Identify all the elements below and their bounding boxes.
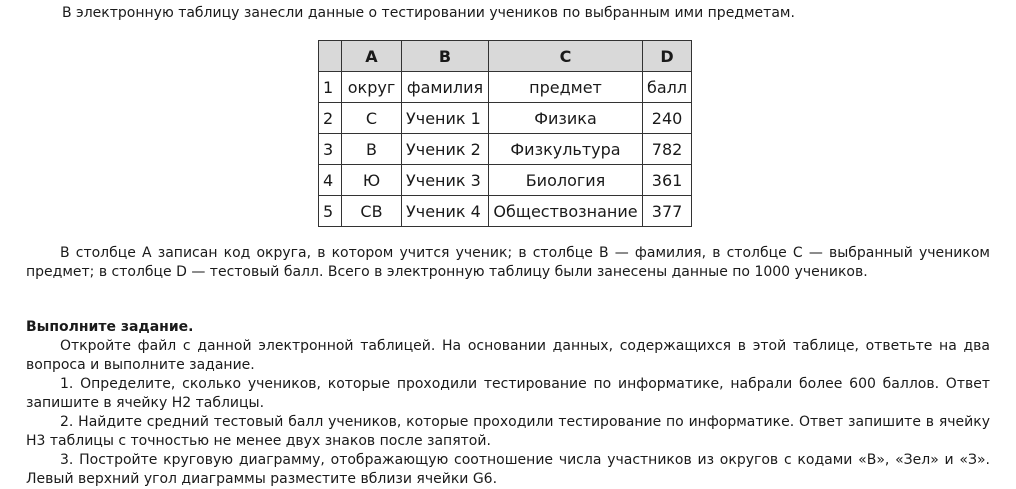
row-number: 4 — [319, 165, 342, 196]
cell-a: округ — [342, 72, 402, 103]
column-header-row — [319, 41, 692, 72]
task-item-2: 2. Найдите средний тестовый балл учеников, которые проходили тестирование по информатике. Ответ запишите в ячейку H3 таблицы с точностью не менее двух знаков после запятой. — [26, 414, 990, 449]
cell-d: 240 — [643, 103, 692, 134]
task-item-3: 3. Постройте круговую диаграмму, отображающую соотношение числа участников из округов с кодами «В», «Зел» и «З». Левый верхний угол диаграммы разместите вблизи ячейки G6. — [26, 452, 990, 487]
row-number: 5 — [319, 196, 342, 227]
column-header-d: D — [643, 41, 692, 72]
description-paragraph: В столбце A записан код округа, в котором учится ученик; в столбце B — фамилия, в столбце C — выбранный учеником предмет; в столбце D — тестовый балл. Всего в электронную таблицу были занесены данные по 1000 учеников. — [26, 245, 990, 280]
cell-d: 377 — [643, 196, 692, 227]
cell-d: 361 — [643, 165, 692, 196]
task-item-1: 1. Определите, сколько учеников, которые проходили тестирование по информатике, набрали более 600 баллов. Ответ запишите в ячейку H2 таблицы. — [26, 376, 990, 411]
task-title: Выполните задание. — [26, 319, 194, 335]
cell-a: С — [342, 103, 402, 134]
task-intro: Откройте файл с данной электронной таблицей. На основании данных, содержащихся в этой таблице, ответьте на два вопроса и выполните задание. — [26, 338, 990, 373]
table-row — [319, 165, 692, 196]
spreadsheet-table — [318, 40, 692, 227]
row-number: 1 — [319, 72, 342, 103]
cell-d: 782 — [643, 134, 692, 165]
table-row — [319, 134, 692, 165]
cell-a: Ю — [342, 165, 402, 196]
cell-b: фамилия — [402, 72, 489, 103]
table-row — [319, 196, 692, 227]
cell-b: Ученик 3 — [402, 165, 489, 196]
table-row — [319, 72, 692, 103]
cell-a: СВ — [342, 196, 402, 227]
cell-c: предмет — [489, 72, 643, 103]
row-number: 3 — [319, 134, 342, 165]
task-section — [26, 318, 990, 489]
cell-b: Ученик 1 — [402, 103, 489, 134]
cell-c: Физкультура — [489, 134, 643, 165]
corner-cell — [319, 41, 342, 72]
cell-c: Биология — [489, 165, 643, 196]
cell-a: В — [342, 134, 402, 165]
column-header-c: C — [489, 41, 643, 72]
table-row — [319, 103, 692, 134]
column-header-a: A — [342, 41, 402, 72]
cell-c: Обществознание — [489, 196, 643, 227]
intro-paragraph: В электронную таблицу занесли данные о тестировании учеников по выбранным ими предметам. — [62, 5, 795, 21]
column-header-b: B — [402, 41, 489, 72]
row-number: 2 — [319, 103, 342, 134]
cell-d: балл — [643, 72, 692, 103]
cell-b: Ученик 4 — [402, 196, 489, 227]
cell-b: Ученик 2 — [402, 134, 489, 165]
cell-c: Физика — [489, 103, 643, 134]
